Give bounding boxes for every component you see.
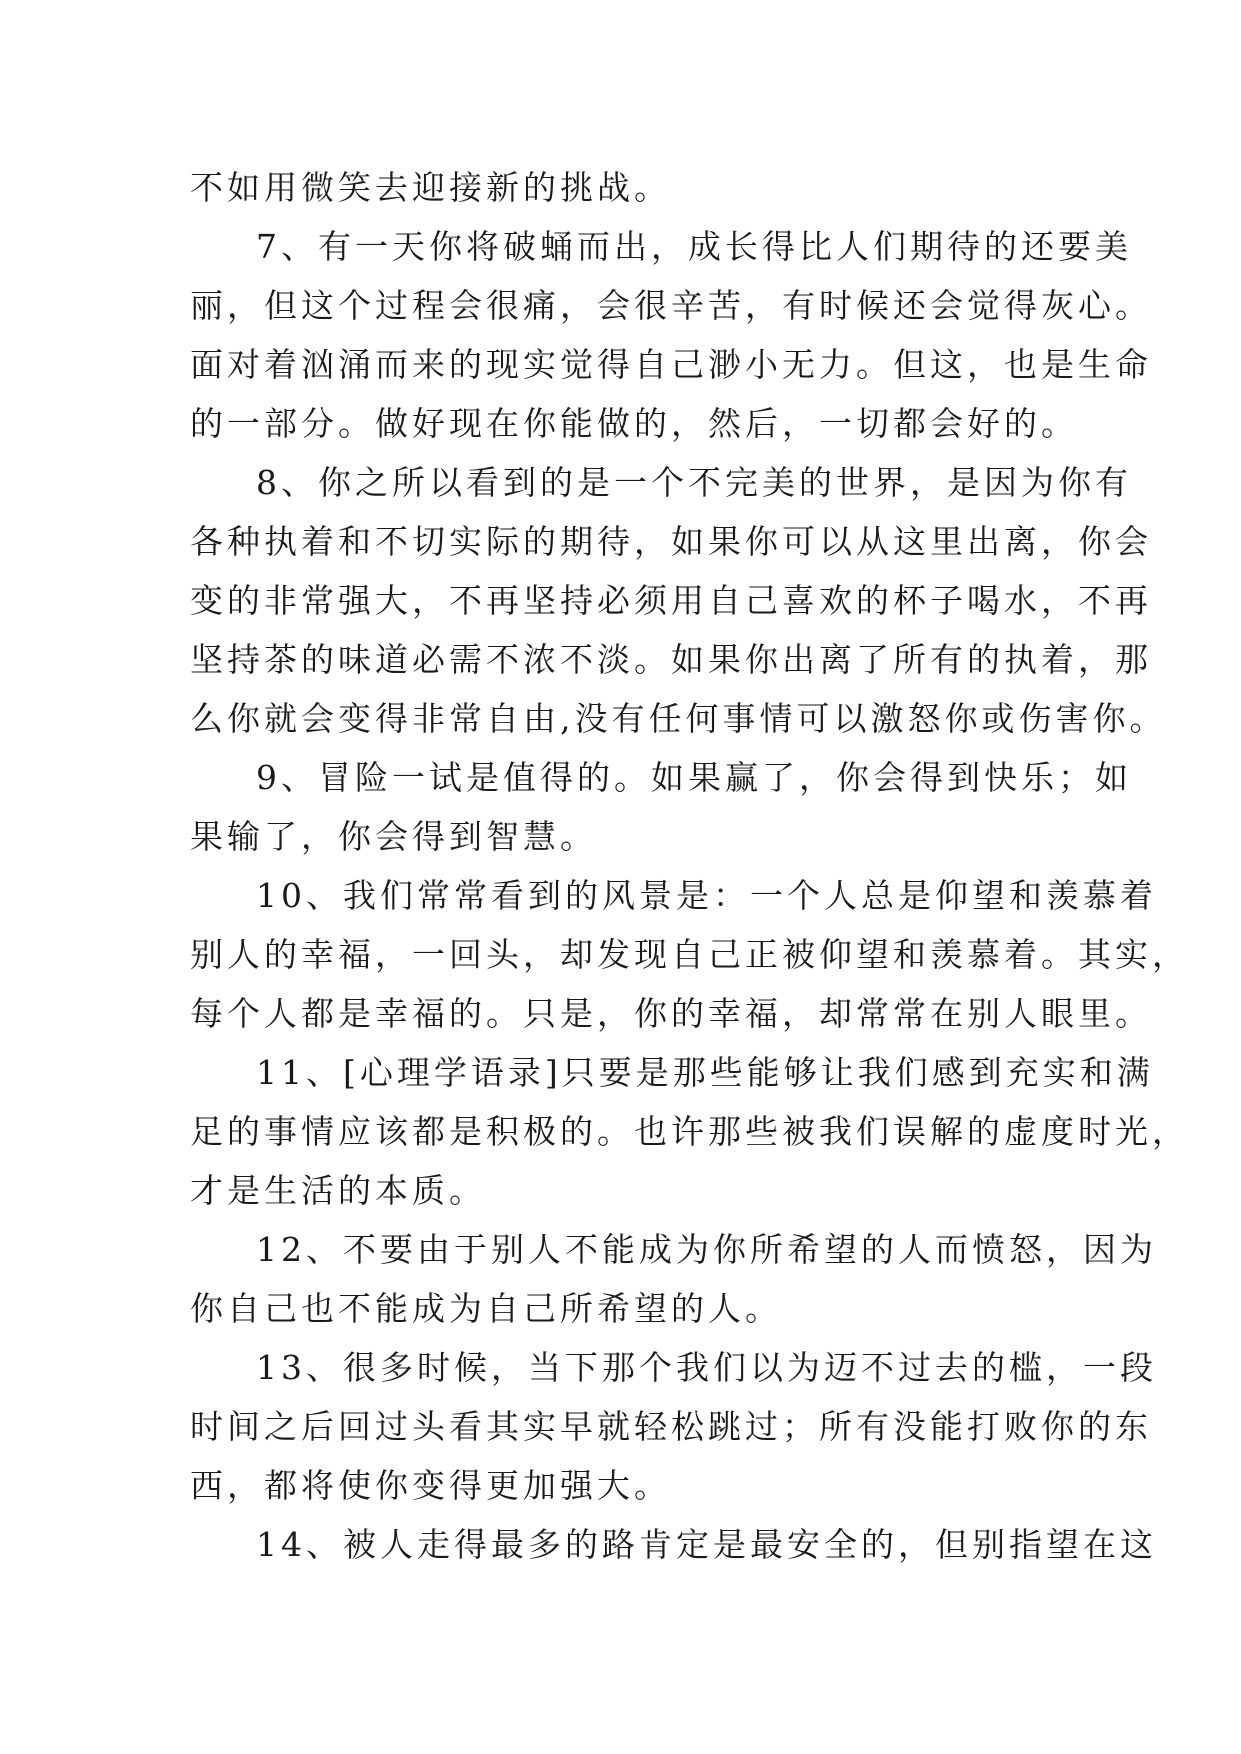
- text-line: 10、我们常常看到的风景是：一个人总是仰望和羡慕着: [256, 876, 1157, 915]
- paragraph: [190, 158, 1070, 217]
- text-line: 不如用微笑去迎接新的挑战。: [190, 168, 671, 207]
- text-line: 你自己也不能成为自己所希望的人。: [190, 1289, 782, 1328]
- text-line: 各种执着和不切实际的期待，如果你可以从这里出离，你会: [190, 522, 1152, 561]
- text-line: 的一部分。做好现在你能做的，然后，一切都会好的。: [190, 404, 1078, 443]
- text-line: 么你就会变得非常自由,没有任何事情可以激怒你或伤害你。: [190, 699, 1167, 738]
- text-line: 才是生活的本质。: [190, 1171, 486, 1210]
- paragraph: [190, 866, 1189, 1043]
- text-line: 9、冒险一试是值得的。如果赢了，你会得到快乐；如: [256, 758, 1132, 797]
- text-line: 11、[心理学语录]只要是那些能够让我们感到充实和满: [256, 1053, 1154, 1092]
- text-line: 变的非常强大，不再坚持必须用自己喜欢的杯子喝水，不再: [190, 581, 1152, 620]
- paragraph: [190, 1043, 1189, 1220]
- text-line: 每个人都是幸福的。只是，你的幸福，却常常在别人眼里。: [190, 994, 1152, 1033]
- text-line: 坚持茶的味道必需不浓不淡。如果你出离了所有的执着，那: [190, 640, 1152, 679]
- text-line: 时间之后回过头看其实早就轻松跳过；所有没能打败你的东: [190, 1407, 1152, 1446]
- text-line: 西，都将使你变得更加强大。: [190, 1466, 671, 1505]
- text-line: 12、不要由于别人不能成为你所希望的人而愤怒，因为: [256, 1230, 1157, 1269]
- text-line: 果输了，你会得到智慧。: [190, 817, 597, 856]
- paragraph: [190, 1515, 1157, 1574]
- paragraph: [190, 1220, 1157, 1338]
- text-line: 14、被人走得最多的路肯定是最安全的，但别指望在这: [256, 1525, 1157, 1564]
- text-line: 丽，但这个过程会很痛，会很辛苦，有时候还会觉得灰心。: [190, 286, 1152, 325]
- text-line: 13、很多时候，当下那个我们以为迈不过去的槛，一段: [256, 1348, 1157, 1387]
- paragraph: [190, 1338, 1157, 1515]
- text-line: 面对着汹涌而来的现实觉得自己渺小无力。但这，也是生命: [190, 345, 1152, 384]
- text-line: 足的事情应该都是积极的。也许那些被我们误解的虚度时光，: [190, 1112, 1189, 1151]
- paragraph: [190, 217, 1152, 453]
- text-line: 8、你之所以看到的是一个不完美的世界，是因为你有: [256, 463, 1132, 502]
- text-line: 别人的幸福，一回头，却发现自己正被仰望和羡慕着。其实，: [190, 935, 1189, 974]
- text-line: 7、有一天你将破蛹而出，成长得比人们期待的还要美: [256, 227, 1132, 266]
- document-page: [190, 158, 1189, 1574]
- paragraph: [190, 453, 1167, 748]
- paragraph: [190, 748, 1132, 866]
